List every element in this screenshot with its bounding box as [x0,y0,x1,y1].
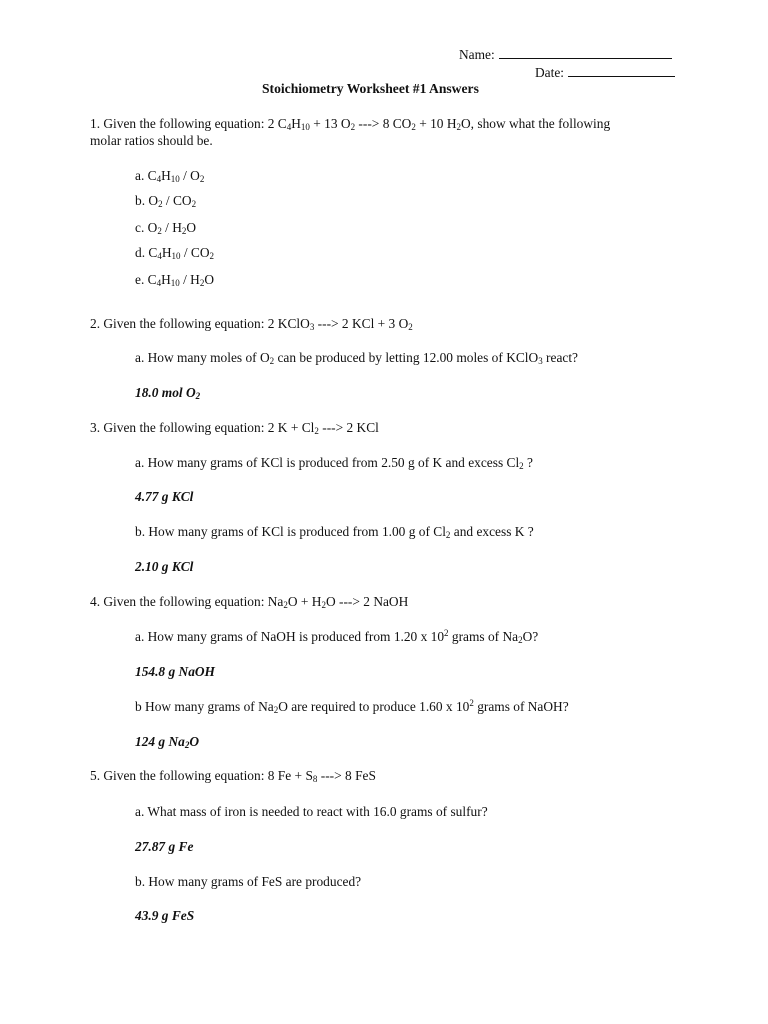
subscript: 2 [283,600,288,610]
subscript: 10 [170,174,180,184]
subscript: 2 [518,635,523,645]
subscript: 2 [199,278,205,288]
subscript: 2 [350,122,356,132]
q1-item-e: e. $C_4H_{10} / H_2O$ [135,272,215,288]
subscript: 3 [538,356,543,366]
q1-prompt-line1: 1. Given the following equation: 2 $C_4H_{10} + 13$ $O_2$ ---> 8 $CO_2 + 10$ $H_2O$, show what the following [90,116,611,132]
subscript: 10 [300,122,310,132]
subscript: 2 [191,199,197,209]
q1-item-b: b. $O_2 / CO_2$ [135,193,197,209]
q3-answer-a: 4.77 g KCl [135,489,194,504]
subscript: 3 [309,322,315,332]
superscript: 2 [469,698,474,708]
subscript: 2 [184,740,190,750]
q2-prompt: 2. Given the following equation: 2 KClO$_3$ ---> 2 KCl + 3 $O_2$ [90,316,413,332]
q3-answer-b: 2.10 g KCl [135,559,194,574]
date-label: Date: [535,65,564,80]
subscript: 4 [156,174,162,184]
q4-answer-b: 124 g $Na_2O$ [135,734,200,750]
q5-part-b: b. How many grams of FeS are produced? [135,874,362,889]
date-blank [568,64,675,77]
q5-answer-b: 43.9 g FeS [135,908,195,923]
q4-prompt: 4. Given the following equation: $Na_2O + H_2O$ ---> 2 NaOH [90,594,409,610]
subscript: 2 [195,391,201,401]
q2-answer-a: 18.0 mol $O_2$ [135,385,201,401]
q1-item-c: c. $O_2 / H_2O$ [135,220,197,236]
q4-part-b: b How many grams of $Na_2O$ are required to produce 1.60 x $10^2$ grams of NaOH? [135,698,569,715]
q4-answer-a: 154.8 g NaOH [135,664,215,679]
subscript: 2 [408,322,413,332]
q1-prompt-line2: molar ratios should be. [90,133,213,148]
q3-prompt: 3. Given the following equation: 2 $K + Cl_2$ ---> 2 KCl [90,420,379,436]
subscript: 2 [209,251,215,261]
q3-part-a: a. How many grams of KCl is produced from 2.50 g of K and excess $Cl_2$ ? [135,455,533,471]
subscript: 2 [519,461,524,471]
subscript: 2 [158,199,163,209]
subscript: 2 [456,122,462,132]
subscript: 2 [445,530,451,540]
subscript: 4 [156,278,162,288]
subscript: 2 [199,174,205,184]
subscript: 10 [171,251,181,261]
subscript: 4 [286,122,292,132]
subscript: 8 [312,774,318,784]
subscript: 4 [157,251,162,261]
subscript: 2 [269,356,275,366]
superscript: 2 [444,628,449,638]
name-field [459,46,672,63]
date-field [535,64,675,81]
subscript: 2 [321,600,326,610]
subscript: 2 [273,705,279,715]
q5-prompt: 5. Given the following equation: 8 $Fe + S_8$ ---> 8 FeS [90,768,376,784]
q1-item-a: a. $C_4H_{10} / O_2$ [135,168,205,184]
page-title: Stoichiometry Worksheet #1 Answers [262,81,479,96]
subscript: 2 [181,226,187,236]
subscript: 10 [170,278,180,288]
q5-part-a: a. What mass of iron is needed to react with 16.0 grams of sulfur? [135,804,488,819]
subscript: 2 [314,426,319,436]
subscript: 2 [411,122,416,132]
q1-item-d: d. $C_4H_{10} / CO_2$ [135,245,215,261]
q4-part-a: a. How many grams of NaOH is produced from 1.20 x $10^2$ grams of $Na_2O$? [135,628,539,645]
q3-part-b: b. How many grams of KCl is produced from 1.00 g of $Cl_2$ and excess K ? [135,524,534,540]
name-label: Name: [459,47,495,62]
q5-answer-a: 27.87 g Fe [135,839,194,854]
name-blank [499,46,672,59]
subscript: 2 [157,226,162,236]
q2-part-a: a. How many moles of $O_2$ can be produced by letting 12.00 moles of KClO$_3$ react? [135,350,578,366]
